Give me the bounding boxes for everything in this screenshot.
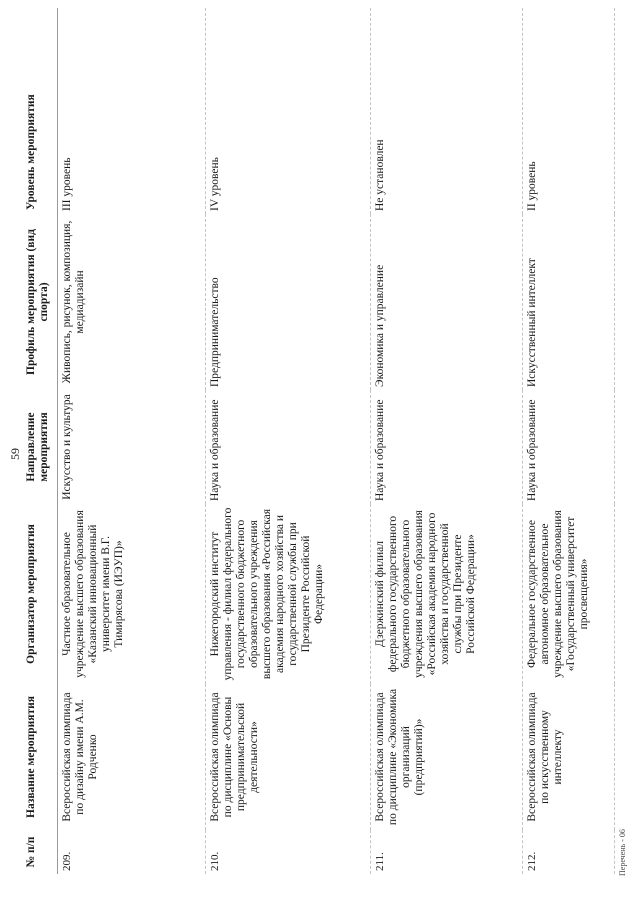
- cell-name: Всероссийская олимпиада по дисциплине «Основы предпринимательской деятельности»: [209, 692, 260, 822]
- cell-profile: Искусственный интеллект: [526, 258, 538, 387]
- cell-name: Всероссийская олимпиада по дисциплине «Экономика организаций (предприятий)»: [374, 688, 425, 826]
- cell-organizer: Частное образовательное учреждение высшего образования «Казанский инновационный университет имени В.Г. Тимирясова (ИЭУП)»: [61, 510, 125, 678]
- table-row: [206, 8, 371, 874]
- cell-organizer: Нижегородский институт управления - филиал федерального государственного бюджетного образовательного учреждения высшего образования «Российская академия народного хозяйства и государственной службы при Президенте Российской Федерации»: [209, 507, 325, 681]
- header-row: [22, 8, 58, 874]
- header-profile: Профиль мероприятия (вид спорта): [22, 214, 58, 390]
- cell-profile: Экономика и управление: [374, 264, 386, 387]
- table-row: [371, 8, 523, 874]
- page-number: 59: [8, 448, 22, 460]
- cell-level: III уровень: [61, 157, 73, 211]
- cell-number: 212.: [526, 851, 538, 871]
- cell-number: 209.: [61, 851, 73, 871]
- footer-code: Перечень - 06: [618, 829, 627, 876]
- cell-direction: Наука и образование: [374, 399, 386, 501]
- cell-level: II уровень: [526, 161, 538, 211]
- cell-number: 210.: [209, 851, 221, 871]
- cell-profile: Живопись, рисунок, композиция, медиадизайн: [61, 220, 86, 384]
- cell-level: Не установлен: [374, 139, 386, 211]
- cell-number: 211.: [374, 852, 386, 871]
- cell-name: Всероссийская олимпиада по дизайну имени А.М. Родченко: [61, 692, 99, 822]
- cell-name: Всероссийская олимпиада по искусственному интеллекту: [526, 692, 564, 822]
- table-row: [58, 8, 206, 874]
- header-direction: Направление мероприятия: [22, 390, 58, 504]
- header-number: № п/п: [22, 830, 58, 874]
- cell-direction: Наука и образование: [209, 399, 221, 501]
- cell-direction: Наука и образование: [526, 399, 538, 501]
- header-name: Название мероприятия: [22, 684, 58, 830]
- cell-organizer: Дзержинский филиал федерального государственного бюджетного образовательного учреждения высшего образования «Российская академия народного хозяйства и государственной службы при Президенте Российской Федерации»: [374, 510, 477, 678]
- cell-profile: Предпринимательство: [209, 277, 221, 387]
- cell-organizer: Федеральное государственное автономное образовательное учреждение высшего образования «Государственный университет просвещения»: [526, 510, 590, 678]
- header-organizer: Организатор мероприятия: [22, 504, 58, 684]
- cell-level: IV уровень: [209, 157, 221, 211]
- table-row: [523, 8, 615, 874]
- table-body: [58, 8, 615, 874]
- cell-direction: Искусство и культура: [61, 394, 73, 500]
- header-level: Уровень мероприятия: [22, 8, 58, 214]
- events-table: [22, 8, 615, 874]
- table-header: [22, 8, 58, 874]
